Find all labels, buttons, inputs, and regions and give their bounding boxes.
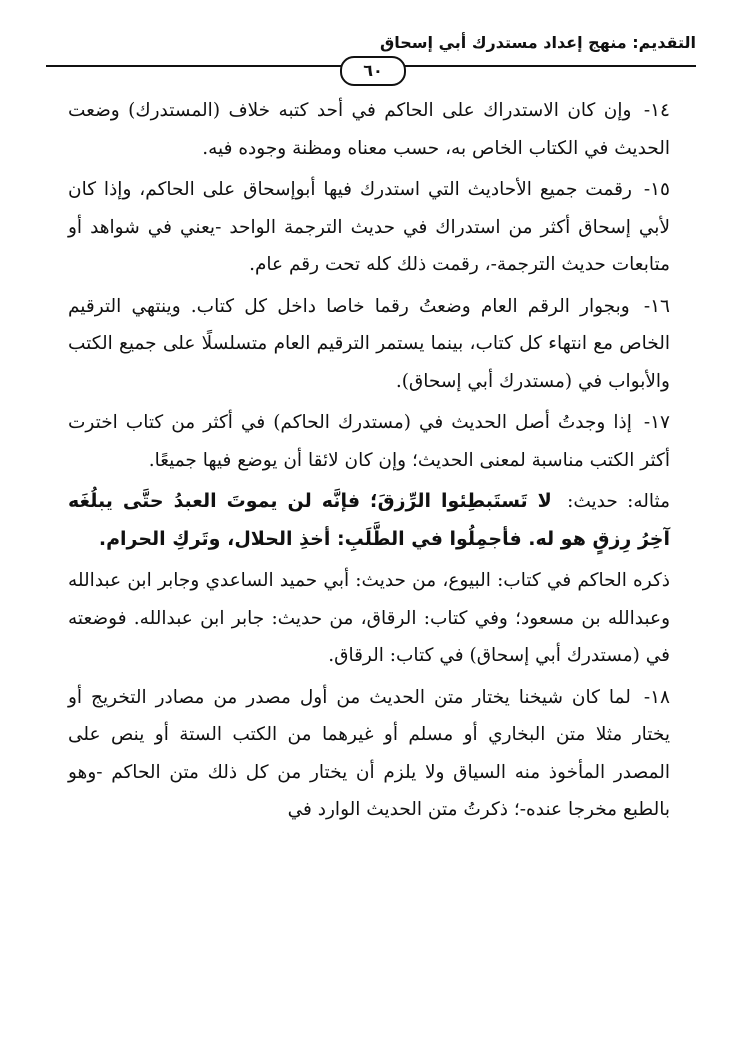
paragraph-number: ١٦-	[643, 295, 670, 317]
page-number: ٦٠	[340, 56, 406, 86]
paragraph-14	[68, 92, 670, 167]
paragraph-number: ١٧-	[643, 412, 670, 433]
page-body	[68, 92, 670, 833]
paragraph-17	[68, 404, 670, 479]
paragraph-16	[68, 288, 670, 401]
example-label: مثاله: حديث:	[567, 491, 671, 512]
source-note-text: ذكره الحاكم في كتاب: البيوع، من حديث: أبي حميد الساعدي وجابر ابن عبدالله وعبدالله بن مسعود؛ وفي كتاب: الرقاق، من حديث: جابر ابن عبدالله. فوضعته في (مستدرك أبي إسحاق) في كتاب: الرقاق.	[68, 570, 670, 666]
paragraph-15	[68, 171, 670, 284]
paragraph-18	[68, 679, 670, 829]
running-head-title: التقديم: منهج إعداد مستدرك أبي إسحاق	[379, 33, 696, 52]
paragraph-text: إذا وجدتُ أصل الحديث في (مستدرك الحاكم) في أكثر من كتاب اخترت أكثر الكتب مناسبة لمعنى الحديث؛ وإن كان لائقا أن يوضع فيها جميعًا.	[68, 412, 670, 471]
paragraph-number: ١٨-	[643, 686, 670, 708]
paragraph-text: رقمت جميع الأحاديث التي استدرك فيها أبوإسحاق على الحاكم، وإذا كان لأبي إسحاق أكثر من استدراك في حديث الترجمة الواحد -يعني في شواهد أو متابعات حديث الترجمة-، رقمت ذلك كله تحت رقم عام.	[68, 179, 670, 275]
paragraph-text: وإن كان الاستدراك على الحاكم في أحد كتبه خلاف (المستدرك) وضعت الحديث في الكتاب الخاص به، حسب معناه ومظنة وجوده فيه.	[68, 100, 670, 159]
paragraph-text: وبجوار الرقم العام وضعتُ رقما خاصا داخل كل كتاب. وينتهي الترقيم الخاص مع انتهاء كل كتاب، بينما يستمر الترقيم العام متسلسلًا على جميع الكتب والأبواب في (مستدرك أبي إسحاق).	[68, 295, 670, 392]
paragraph-text: لما كان شيخنا يختار متن الحديث من أول مصدر من مصادر التخريج أو يختار مثلا متن البخاري أو مسلم أو غيرهما من الكتب الستة أو ينص على المصدر المأخوذ منه السياق ولا يلزم أن يختار من كل ذلك متن الحاكم -وهو بالطبع مخرجا عنده-؛ ذكرتُ متن الحديث الوارد في	[68, 686, 670, 820]
example-paragraph	[68, 483, 670, 558]
paragraph-number: ١٥-	[643, 179, 670, 200]
paragraph-number: ١٤-	[643, 100, 670, 121]
source-note	[68, 562, 670, 675]
hadith-text: لا تَستَبطِئوا الرِّزقَ؛ فإنَّه لن يموتَ العبدُ حتَّى يبلُغَه آخِرُ رِزقٍ هو له. فأجمِلُوا في الطَّلَبِ: أخذِ الحلال، وتَركِ الحرام.	[68, 490, 670, 550]
